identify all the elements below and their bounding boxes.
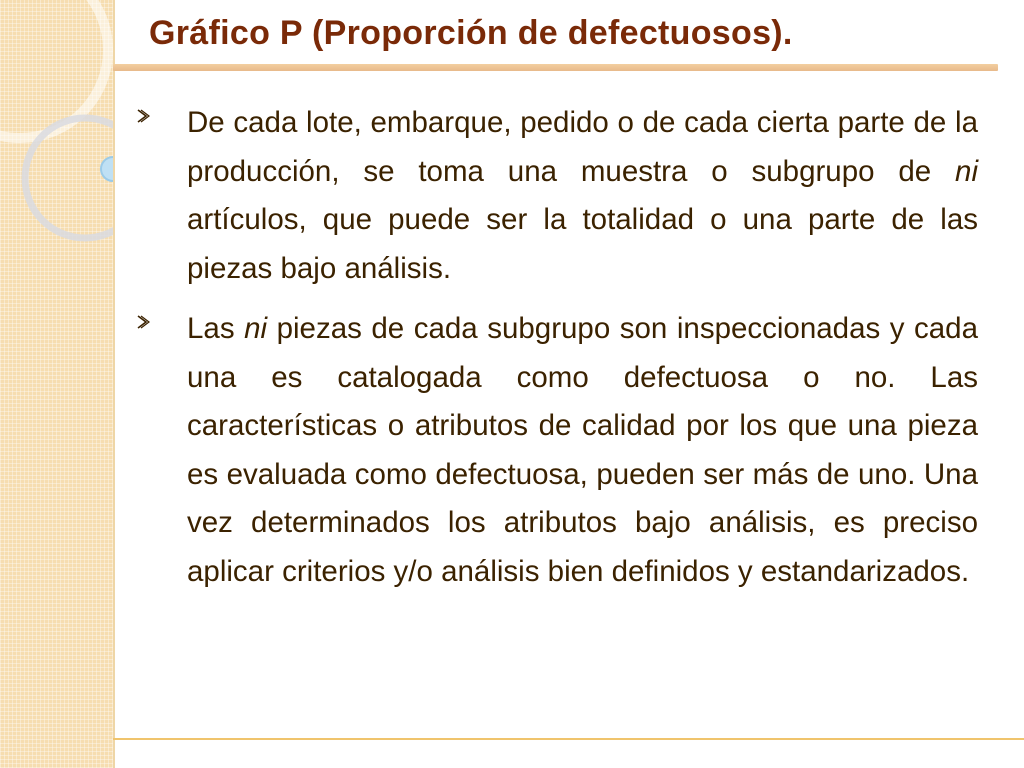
bullet-item-1: [135, 99, 978, 293]
blue-bubble: [101, 157, 115, 181]
title-underline: [113, 64, 998, 71]
bullet-2-italic-term: ni: [244, 312, 268, 345]
title-area: [113, 0, 1024, 66]
bullet-1-text-a: De cada lote, embarque, pedido o de cada cierta parte de la producción, se toma una muestra o subgrupo de: [187, 106, 978, 188]
bullet-2-text-b: piezas de cada subgrupo son inspeccionadas y cada una es catalogada como defectuosa o no. Las características o atributos de calidad por los que una pieza es evaluada como defectuosa, pueden ser más de uno. Una vez determinados los atributos bajo análisis, es preciso aplicar criterios y/o análisis bien definidos y estandarizados.: [187, 312, 978, 588]
slide-title: Gráfico P (Proporción de defectuosos).: [149, 14, 793, 52]
decorative-side-band: [0, 0, 115, 768]
bullet-2-text-a: Las: [187, 312, 245, 345]
bullet-item-2: [135, 305, 978, 596]
decorative-circles: [0, 0, 115, 300]
arrow-bullet-icon: [135, 312, 151, 332]
bottom-rule: [113, 738, 1024, 740]
inner-ring: [25, 118, 115, 238]
arrow-bullet-icon: [135, 106, 151, 126]
bullet-1-italic-term: ni: [955, 154, 978, 188]
bullet-1-text-b: artículos, que puede ser la totalidad o una parte de las piezas bajo análisis.: [187, 203, 978, 285]
bullet-list: [135, 99, 978, 608]
